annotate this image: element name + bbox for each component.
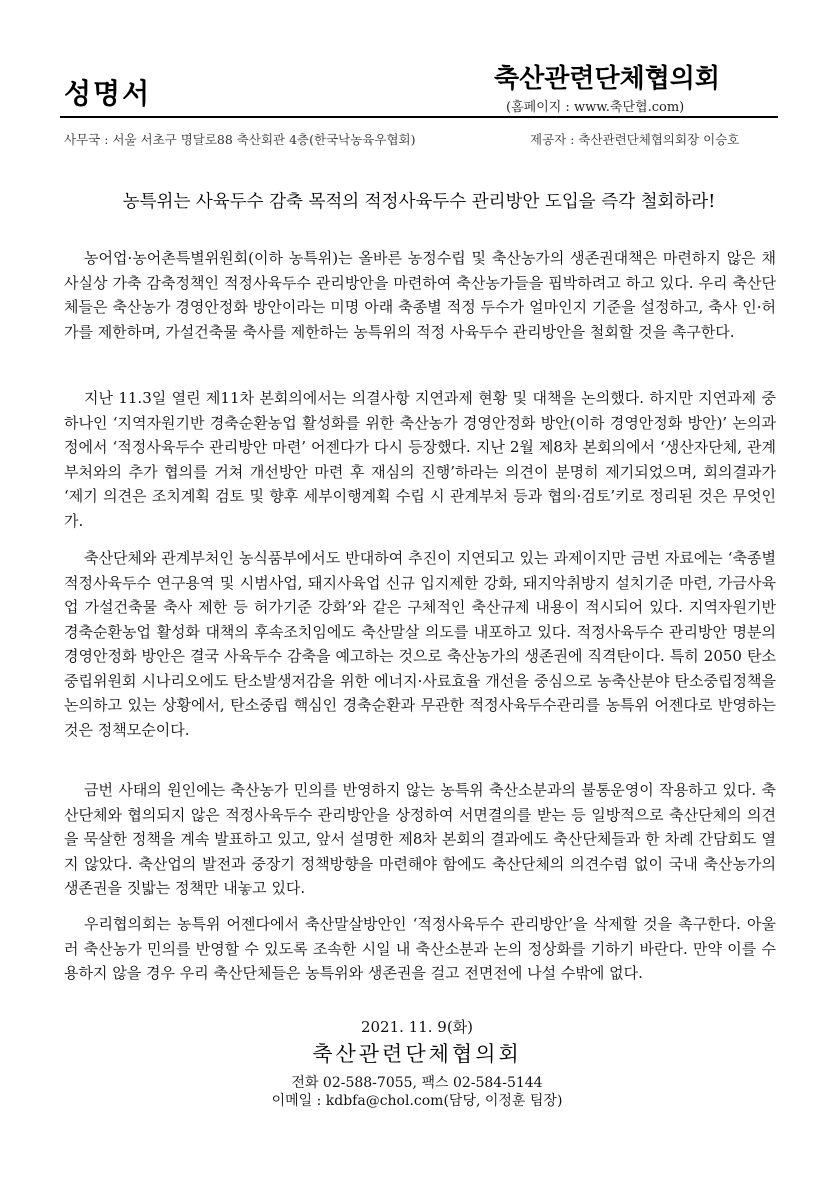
- contact-email: 이메일 : kdbfa@chol.com(담당, 이정훈 팀장): [271, 1093, 563, 1109]
- body-paragraph-5: 우리협의회는 농특위 어젠다에서 축산말살방안인 ‘적정사육두수 관리방안’을 삭제할 것을 촉구한다. 아울러 축산농가 민의를 반영할 수 있도록 조속한 시일 내 축산소분과 논의 정상화를 기하기 바란다. 만약 이를 수용하지 않을 경우 우리 축산단체들은 농특위와 생존권을 걸고 전면전에 나설 수밖에 없다.: [64, 915, 776, 982]
- statement-headline: 농특위는 사육두수 감축 목적의 적정사육두수 관리방안 도입을 즉각 철회하라!: [122, 192, 716, 212]
- body-paragraph-1: 농어업·농어촌특별위원회(이하 농특위)는 올바른 농정수립 및 축산농가의 생존권대책은 마련하지 않은 채 사실상 가축 감축정책인 적정사육두수 관리방안을 마련하여 축산농가들을 핍박하려고 하고 있다. 우리 축산단체들은 축산농가 경영안정화 방안이라는 미명 아래 축종별 적정 두수가 얼마인지 기준을 설정하고, 축사 인·허가를 제한하며, 가설건축물 축사를 제한하는 농특위의 적정 사육두수 관리방안을 철회할 것을 촉구한다.: [64, 249, 776, 341]
- organization-name: 축산관련단체협의회: [494, 64, 721, 94]
- body-paragraph-4: 금번 사태의 원인에는 축산농가 민의를 반영하지 않는 농특위 축산소분과의 불통운영이 작용하고 있다. 축산단체와 협의되지 않은 적정사육두수 관리방안을 상정하여 서면결의를 받는 등 일방적으로 축산단체의 의견을 묵살한 정책을 계속 발표하고 있고, 앞서 설명한 제8차 본회의 결과에도 축산단체들과 한 차례 간담회도 열지 않았다. 축산업의 발전과 중장기 정책방향을 마련해야 함에도 축산단체의 의견수렴 없이 국내 축산농가의 생존권을 짓밟는 정책만 내놓고 있다.: [64, 781, 776, 897]
- signing-organization: 축산관련단체협의회: [312, 1042, 522, 1066]
- contact-phone-fax: 전화 02-588-7055, 팩스 02-584-5144: [291, 1075, 543, 1091]
- document-type-title: 성명서: [64, 77, 152, 110]
- body-paragraph-2: 지난 11.3일 열린 제11차 본회의에서는 의결사항 지연과제 현황 및 대책을 논의했다. 하지만 지연과제 중 하나인 ‘지역자원기반 경축순환농업 활성화를 위한 축산농가 경영안정화 방안(이하 경영안정화 방안)’ 논의과정에서 ‘적정사육두수 관리방안 마련’ 어젠다가 다시 등장했다. 지난 2월 제8차 본회의에서 ‘생산자단체, 관계부처와의 추가 협의를 거쳐 개선방안 마련 후 재심의 진행’하라는 의견이 분명히 제기되었으며, 회의결과가 ‘제기 의견은 조치계획 검토 및 향후 세부이행계획 수립 시 관계부처 등과 협의·검토’키로 정리된 것은 무엇인가.: [64, 389, 776, 530]
- provider-info: 제공자 : 축산관련단체협의회장 이승호: [530, 132, 740, 147]
- header-divider: [60, 116, 778, 118]
- office-address: 사무국 : 서울 서초구 명달로88 축산회관 4층(한국낙농육우협회): [64, 132, 416, 147]
- statement-date: 2021. 11. 9(화): [360, 1018, 474, 1036]
- body-paragraph-3: 축산단체와 관계부처인 농식품부에서도 반대하여 추진이 지연되고 있는 과제이지만 금번 자료에는 ‘축종별 적정사육두수 연구용역 및 시범사업, 돼지사육업 신규 입지제한 강화, 돼지악취방지 설치기준 마련, 가금사육업 가설건축물 축사 제한 등 허가기준 강화’와 같은 구체적인 축산규제 내용이 적시되어 있다. 지역자원기반 경축순환농업 활성화 대책의 후속조치임에도 축산말살 의도를 내포하고 있다. 적정사육두수 관리방안 명분의 경영안정화 방안은 결국 사육두수 감축을 예고하는 것으로 축산농가의 생존권에 직격탄이다. 특히 2050 탄소중립위원회 시나리오에도 탄소발생저감을 위한 에너지·사료효율 개선을 중심으로 농축산분야 탄소중립정책을 논의하고 있는 상황에서, 탄소중립 핵심인 경축순환과 무관한 적정사육두수관리를 농특위 어젠다로 반영하는 것은 정책모순이다.: [64, 549, 776, 739]
- homepage-url: (홈페이지 : www.축단협.com): [506, 100, 685, 115]
